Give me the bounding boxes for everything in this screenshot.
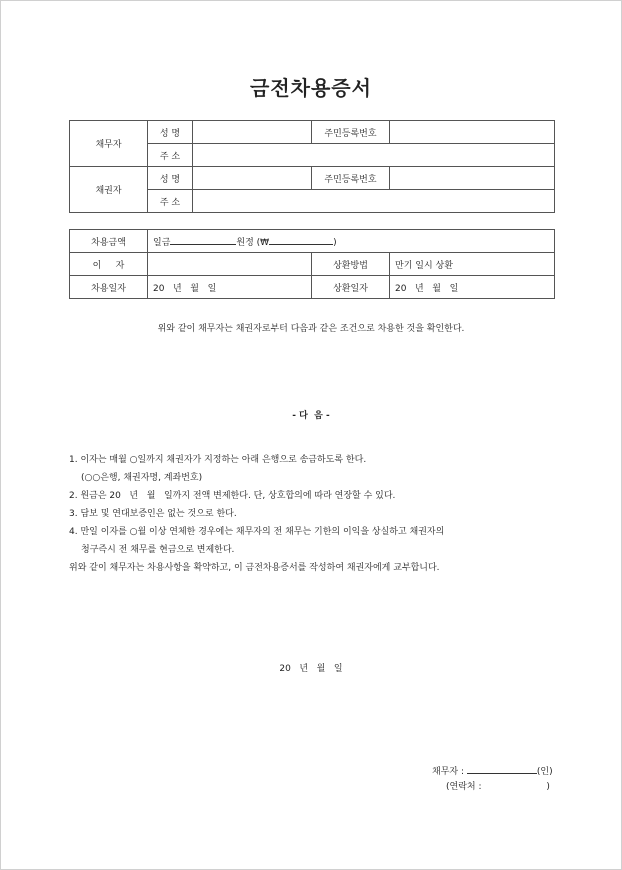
term-4-cont: 청구즉시 전 채무를 현금으로 변제한다.	[81, 545, 235, 555]
repay-date-value: 20 년 월 일	[390, 276, 555, 299]
debtor-signature-line	[432, 764, 553, 777]
debtor-name-field[interactable]	[193, 121, 312, 144]
creditor-label: 채권자	[70, 167, 148, 213]
term-1: 1. 이자는 매월 ○일까지 채권자가 지정하는 아래 은행으로 송금하도록 한다.	[69, 455, 367, 465]
debtor-address-label: 주 소	[148, 144, 193, 167]
interest-field[interactable]	[148, 253, 312, 276]
amount-number-blank[interactable]	[269, 236, 333, 245]
signature-blank[interactable]	[467, 765, 537, 774]
debtor-name-label: 성 명	[148, 121, 193, 144]
amount-text-c: )	[333, 237, 337, 248]
creditor-address-label: 주 소	[148, 190, 193, 213]
term-4: 4. 만일 이자를 ○월 이상 연체한 경우에는 채무자의 전 채무는 기한의 이익을 상실하고 채권자의	[69, 527, 445, 537]
amount-korean-blank[interactable]	[170, 236, 236, 245]
repay-method-value: 만기 일시 상환	[390, 253, 555, 276]
contact-line	[446, 779, 550, 792]
term-2: 2. 원금은 20 년 월 일까지 전액 변제한다. 단, 상호합의에 따라 연장할 수 있다.	[69, 491, 396, 501]
creditor-name-label: 성 명	[148, 167, 193, 190]
creditor-name-field[interactable]	[193, 167, 312, 190]
creditor-id-label: 주민등록번호	[312, 167, 390, 190]
document-date: 20 년 월 일	[279, 664, 343, 674]
creditor-id-field[interactable]	[390, 167, 555, 190]
repay-date-label: 상환일자	[312, 276, 390, 299]
term-1-bank: (○○은행, 채권자명, 계좌번호)	[81, 473, 203, 483]
debtor-label: 채무자	[70, 121, 148, 167]
borrow-date-label: 차용일자	[70, 276, 148, 299]
borrow-date-value: 20 년 월 일	[148, 276, 312, 299]
amount-label: 차용금액	[70, 230, 148, 253]
section-heading: - 다 음 -	[292, 411, 330, 421]
amount-field[interactable]	[148, 230, 555, 253]
loan-table	[69, 229, 555, 299]
creditor-address-field[interactable]	[193, 190, 555, 213]
parties-table	[69, 120, 555, 213]
term-3: 3. 담보 및 연대보증인은 없는 것으로 한다.	[69, 509, 237, 519]
confirm-text: 위와 같이 채무자는 채권자로부터 다음과 같은 조건으로 차용한 것을 확인한다.	[157, 324, 465, 334]
signature-debtor-label: 채무자 :	[432, 767, 464, 777]
debtor-id-field[interactable]	[390, 121, 555, 144]
contact-label: (연락처 :	[446, 782, 482, 792]
debtor-id-label: 주민등록번호	[312, 121, 390, 144]
interest-label: 이 자	[70, 253, 148, 276]
document-title: 금전차용증서	[250, 76, 372, 100]
closing-text: 위와 같이 채무자는 차용사항을 확약하고, 이 금전차용증서를 작성하여 채권자에게 교부합니다.	[69, 563, 440, 573]
amount-text-a: 일금	[153, 237, 171, 248]
debtor-address-field[interactable]	[193, 144, 555, 167]
contact-close: )	[546, 782, 550, 792]
repay-method-label: 상환방법	[312, 253, 390, 276]
seal-mark: (인)	[536, 767, 553, 777]
amount-text-b: 원정 (₩	[236, 237, 270, 248]
